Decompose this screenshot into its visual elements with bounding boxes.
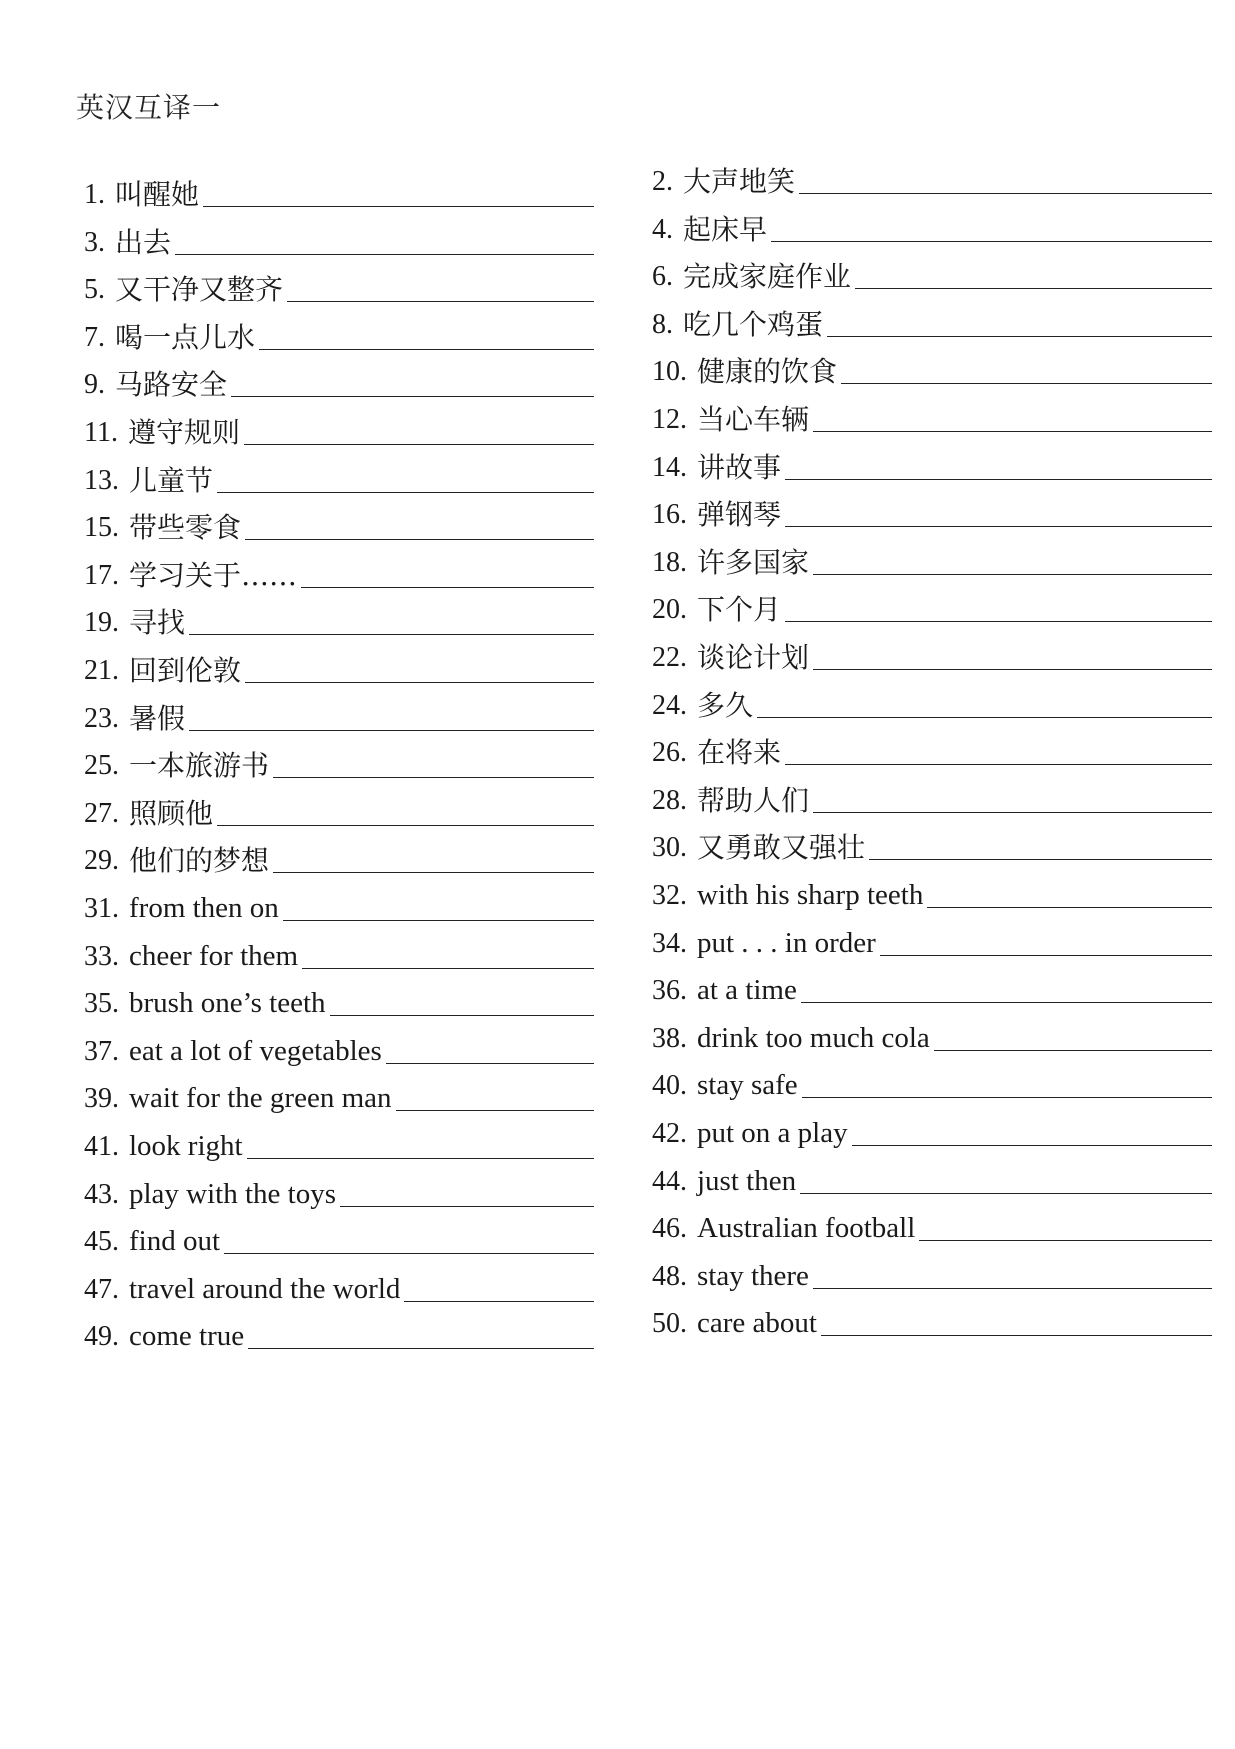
item-number: 45. xyxy=(84,1226,119,1258)
item-phrase: eat a lot of vegetables xyxy=(129,1034,382,1067)
answer-blank-line[interactable] xyxy=(801,1002,1212,1003)
answer-blank-line[interactable] xyxy=(934,1050,1212,1051)
item-phrase: 照顾他 xyxy=(129,796,214,830)
item-number: 11. xyxy=(84,417,118,448)
item-number: 30. xyxy=(652,832,687,864)
exercise-item xyxy=(84,1117,594,1161)
item-phrase: brush one’s teeth xyxy=(129,987,326,1020)
answer-blank-line[interactable] xyxy=(404,1301,594,1302)
item-phrase: 完成家庭作业 xyxy=(683,260,852,294)
exercise-item xyxy=(652,533,1212,577)
answer-blank-line[interactable] xyxy=(217,825,594,826)
item-phrase: 在将来 xyxy=(697,736,782,770)
item-phrase: 又干净又整齐 xyxy=(115,273,284,307)
answer-blank-line[interactable] xyxy=(919,1240,1212,1241)
exercise-item xyxy=(652,1104,1212,1148)
item-phrase: put on a play xyxy=(697,1117,848,1149)
exercise-item xyxy=(652,390,1212,434)
item-number: 50. xyxy=(652,1308,687,1340)
item-phrase: 学习关于…… xyxy=(129,558,298,592)
item-number: 49. xyxy=(84,1321,119,1353)
item-phrase: 健康的饮食 xyxy=(697,355,838,389)
item-phrase: 遵守规则 xyxy=(127,416,240,449)
item-number: 41. xyxy=(84,1131,119,1162)
item-number: 40. xyxy=(652,1070,687,1102)
exercise-item xyxy=(84,1069,594,1113)
item-number: 34. xyxy=(652,927,687,959)
item-phrase: with his sharp teeth xyxy=(697,879,924,911)
answer-blank-line[interactable] xyxy=(841,383,1212,384)
answer-blank-line[interactable] xyxy=(386,1063,594,1064)
exercise-item xyxy=(84,736,594,783)
item-phrase: care about xyxy=(697,1307,817,1340)
exercise-item xyxy=(84,593,594,640)
answer-blank-line[interactable] xyxy=(771,241,1212,242)
item-phrase: Australian football xyxy=(697,1212,916,1245)
answer-blank-line[interactable] xyxy=(302,968,594,969)
exercise-item xyxy=(652,1056,1212,1100)
answer-blank-line[interactable] xyxy=(217,492,594,493)
item-phrase: from then on xyxy=(129,892,279,924)
item-number: 20. xyxy=(652,594,687,626)
answer-blank-line[interactable] xyxy=(813,574,1212,575)
item-number: 27. xyxy=(84,797,119,829)
exercise-item xyxy=(652,1152,1212,1196)
exercise-item xyxy=(652,1009,1212,1053)
exercise-item xyxy=(84,355,594,402)
answer-blank-line[interactable] xyxy=(813,1288,1212,1289)
exercise-item xyxy=(84,403,594,447)
item-number: 5. xyxy=(84,274,105,306)
answer-blank-line[interactable] xyxy=(869,859,1212,860)
answer-blank-line[interactable] xyxy=(247,1158,594,1159)
exercise-item xyxy=(652,723,1212,770)
item-number: 16. xyxy=(652,499,687,531)
item-phrase: wait for the green man xyxy=(129,1082,392,1115)
item-number: 12. xyxy=(652,404,687,435)
item-phrase: 谈论计划 xyxy=(697,641,810,674)
item-phrase: 喝一点儿水 xyxy=(115,320,256,354)
answer-blank-line[interactable] xyxy=(330,1015,594,1016)
exercise-item xyxy=(84,1307,594,1351)
item-phrase: 又勇敢又强壮 xyxy=(697,831,866,865)
exercise-item xyxy=(652,961,1212,1005)
item-number: 25. xyxy=(84,750,119,782)
exercise-item xyxy=(84,451,594,495)
answer-blank-line[interactable] xyxy=(175,254,594,255)
answer-blank-line[interactable] xyxy=(785,621,1212,622)
item-phrase: 讲故事 xyxy=(697,450,782,484)
exercise-item xyxy=(84,1260,594,1304)
answer-blank-line[interactable] xyxy=(203,206,594,207)
item-number: 15. xyxy=(84,512,119,544)
item-phrase: 起床早 xyxy=(683,212,768,246)
exercise-item xyxy=(652,295,1212,339)
answer-blank-line[interactable] xyxy=(880,955,1212,956)
item-phrase: stay there xyxy=(697,1259,809,1292)
item-number: 29. xyxy=(84,845,119,877)
answer-blank-line[interactable] xyxy=(852,1145,1212,1146)
item-number: 32. xyxy=(652,880,687,911)
item-number: 23. xyxy=(84,702,119,734)
exercise-item xyxy=(652,1294,1212,1338)
item-phrase: put . . . in order xyxy=(697,926,876,959)
exercise-item xyxy=(652,914,1212,958)
item-number: 36. xyxy=(652,975,687,1007)
cropped-red-heading-fragment xyxy=(140,1356,250,1362)
answer-blank-line[interactable] xyxy=(799,193,1212,194)
item-phrase: 出去 xyxy=(115,225,172,259)
item-number: 8. xyxy=(652,308,673,340)
exercise-item xyxy=(84,165,594,209)
exercise-item xyxy=(652,628,1212,672)
answer-blank-line[interactable] xyxy=(189,634,594,635)
item-number: 13. xyxy=(84,464,119,496)
answer-blank-line[interactable] xyxy=(927,907,1212,908)
item-number: 7. xyxy=(84,321,105,353)
item-phrase: find out xyxy=(129,1225,221,1258)
item-number: 10. xyxy=(652,356,687,388)
item-phrase: look right xyxy=(129,1130,243,1162)
exercise-item xyxy=(84,498,594,545)
answer-blank-line[interactable] xyxy=(813,812,1212,813)
exercise-item xyxy=(84,1022,594,1066)
item-number: 18. xyxy=(652,546,687,578)
item-phrase: at a time xyxy=(697,974,797,1007)
exercise-item xyxy=(84,308,594,352)
answer-blank-line[interactable] xyxy=(259,349,594,350)
exercise-item xyxy=(652,247,1212,294)
item-number: 3. xyxy=(84,226,105,258)
exercise-item xyxy=(652,771,1212,815)
answer-blank-line[interactable] xyxy=(785,764,1212,765)
item-phrase: 当心车辆 xyxy=(697,403,810,436)
item-phrase: 马路安全 xyxy=(115,368,228,402)
answer-blank-line[interactable] xyxy=(248,1348,594,1349)
answer-blank-line[interactable] xyxy=(245,682,594,683)
item-phrase: travel around the world xyxy=(129,1272,401,1305)
exercise-item xyxy=(84,641,594,685)
answer-blank-line[interactable] xyxy=(224,1253,594,1254)
item-number: 21. xyxy=(84,655,119,686)
answer-blank-line[interactable] xyxy=(283,920,594,921)
item-phrase: just then xyxy=(697,1164,797,1197)
item-number: 28. xyxy=(652,784,687,816)
answer-blank-line[interactable] xyxy=(855,288,1212,289)
item-number: 4. xyxy=(652,213,673,245)
item-number: 35. xyxy=(84,988,119,1020)
exercise-item xyxy=(652,866,1212,910)
answer-blank-line[interactable] xyxy=(189,730,594,731)
answer-blank-line[interactable] xyxy=(800,1193,1212,1194)
answer-blank-line[interactable] xyxy=(821,1335,1212,1336)
answer-blank-line[interactable] xyxy=(813,669,1212,670)
answer-blank-line[interactable] xyxy=(244,444,594,445)
exercise-item xyxy=(84,546,594,590)
exercise-item xyxy=(652,1247,1212,1291)
answer-blank-line[interactable] xyxy=(827,336,1212,337)
exercise-item xyxy=(84,1212,594,1256)
exercise-item xyxy=(84,879,594,923)
answer-blank-line[interactable] xyxy=(802,1097,1212,1098)
exercise-item xyxy=(84,1165,594,1209)
exercise-item xyxy=(84,689,594,733)
exercise-item xyxy=(652,818,1212,865)
exercise-item xyxy=(652,580,1212,627)
item-number: 46. xyxy=(652,1213,687,1245)
item-number: 42. xyxy=(652,1118,687,1149)
item-phrase: 儿童节 xyxy=(129,463,214,497)
answer-blank-line[interactable] xyxy=(287,301,594,302)
item-phrase: cheer for them xyxy=(129,939,299,972)
exercise-item xyxy=(84,831,594,878)
item-number: 26. xyxy=(652,737,687,769)
item-number: 43. xyxy=(84,1178,119,1210)
exercise-item xyxy=(652,200,1212,244)
exercise-item xyxy=(84,260,594,307)
item-number: 24. xyxy=(652,689,687,721)
item-number: 19. xyxy=(84,607,119,639)
item-number: 39. xyxy=(84,1083,119,1115)
item-number: 44. xyxy=(652,1165,687,1197)
answer-blank-line[interactable] xyxy=(813,431,1212,432)
exercise-item xyxy=(652,152,1212,196)
item-number: 22. xyxy=(652,642,687,673)
item-phrase: drink too much cola xyxy=(697,1021,930,1054)
exercise-item xyxy=(84,784,594,828)
item-phrase: 弹钢琴 xyxy=(697,498,782,532)
exercise-item xyxy=(84,213,594,257)
item-phrase: 暑假 xyxy=(129,701,186,735)
answer-blank-line[interactable] xyxy=(757,717,1212,718)
item-phrase: 一本旅游书 xyxy=(129,749,270,783)
item-phrase: 回到伦敦 xyxy=(129,654,242,687)
answer-blank-line[interactable] xyxy=(231,396,594,397)
item-number: 9. xyxy=(84,369,105,401)
exercise-item xyxy=(84,974,594,1018)
exercise-item xyxy=(652,485,1212,532)
answer-blank-line[interactable] xyxy=(340,1206,594,1207)
answer-blank-line[interactable] xyxy=(785,526,1212,527)
item-phrase: 叫醒她 xyxy=(115,178,200,211)
item-phrase: 寻找 xyxy=(129,606,186,640)
answer-blank-line[interactable] xyxy=(273,872,594,873)
item-number: 33. xyxy=(84,940,119,972)
answer-blank-line[interactable] xyxy=(785,479,1212,480)
exercise-item xyxy=(652,676,1212,720)
item-number: 14. xyxy=(652,451,687,483)
item-number: 31. xyxy=(84,893,119,924)
item-phrase: 下个月 xyxy=(697,593,782,627)
item-number: 48. xyxy=(652,1260,687,1292)
exercise-item xyxy=(652,438,1212,482)
item-phrase: 帮助人们 xyxy=(697,783,810,817)
answer-blank-line[interactable] xyxy=(396,1110,594,1111)
item-number: 37. xyxy=(84,1035,119,1067)
answer-blank-line[interactable] xyxy=(273,777,594,778)
item-number: 38. xyxy=(652,1022,687,1054)
item-number: 47. xyxy=(84,1273,119,1305)
item-phrase: play with the toys xyxy=(129,1177,337,1210)
answer-blank-line[interactable] xyxy=(301,587,594,588)
item-phrase: 多久 xyxy=(697,688,754,722)
exercise-item xyxy=(84,927,594,971)
item-phrase: stay safe xyxy=(697,1069,798,1102)
item-number: 2. xyxy=(652,166,673,197)
item-number: 6. xyxy=(652,261,673,293)
item-number: 17. xyxy=(84,559,119,591)
item-phrase: 许多国家 xyxy=(697,545,810,579)
exercise-item xyxy=(652,1199,1212,1243)
item-phrase: 吃几个鸡蛋 xyxy=(683,307,824,341)
item-number: 1. xyxy=(84,179,105,210)
item-phrase: 他们的梦想 xyxy=(129,844,270,878)
page-title: 英汉互译一 xyxy=(76,91,222,124)
exercise-item xyxy=(652,342,1212,389)
answer-blank-line[interactable] xyxy=(245,539,594,540)
item-phrase: 大声地笑 xyxy=(683,165,796,198)
item-phrase: come true xyxy=(129,1320,245,1353)
item-phrase: 带些零食 xyxy=(129,511,242,545)
